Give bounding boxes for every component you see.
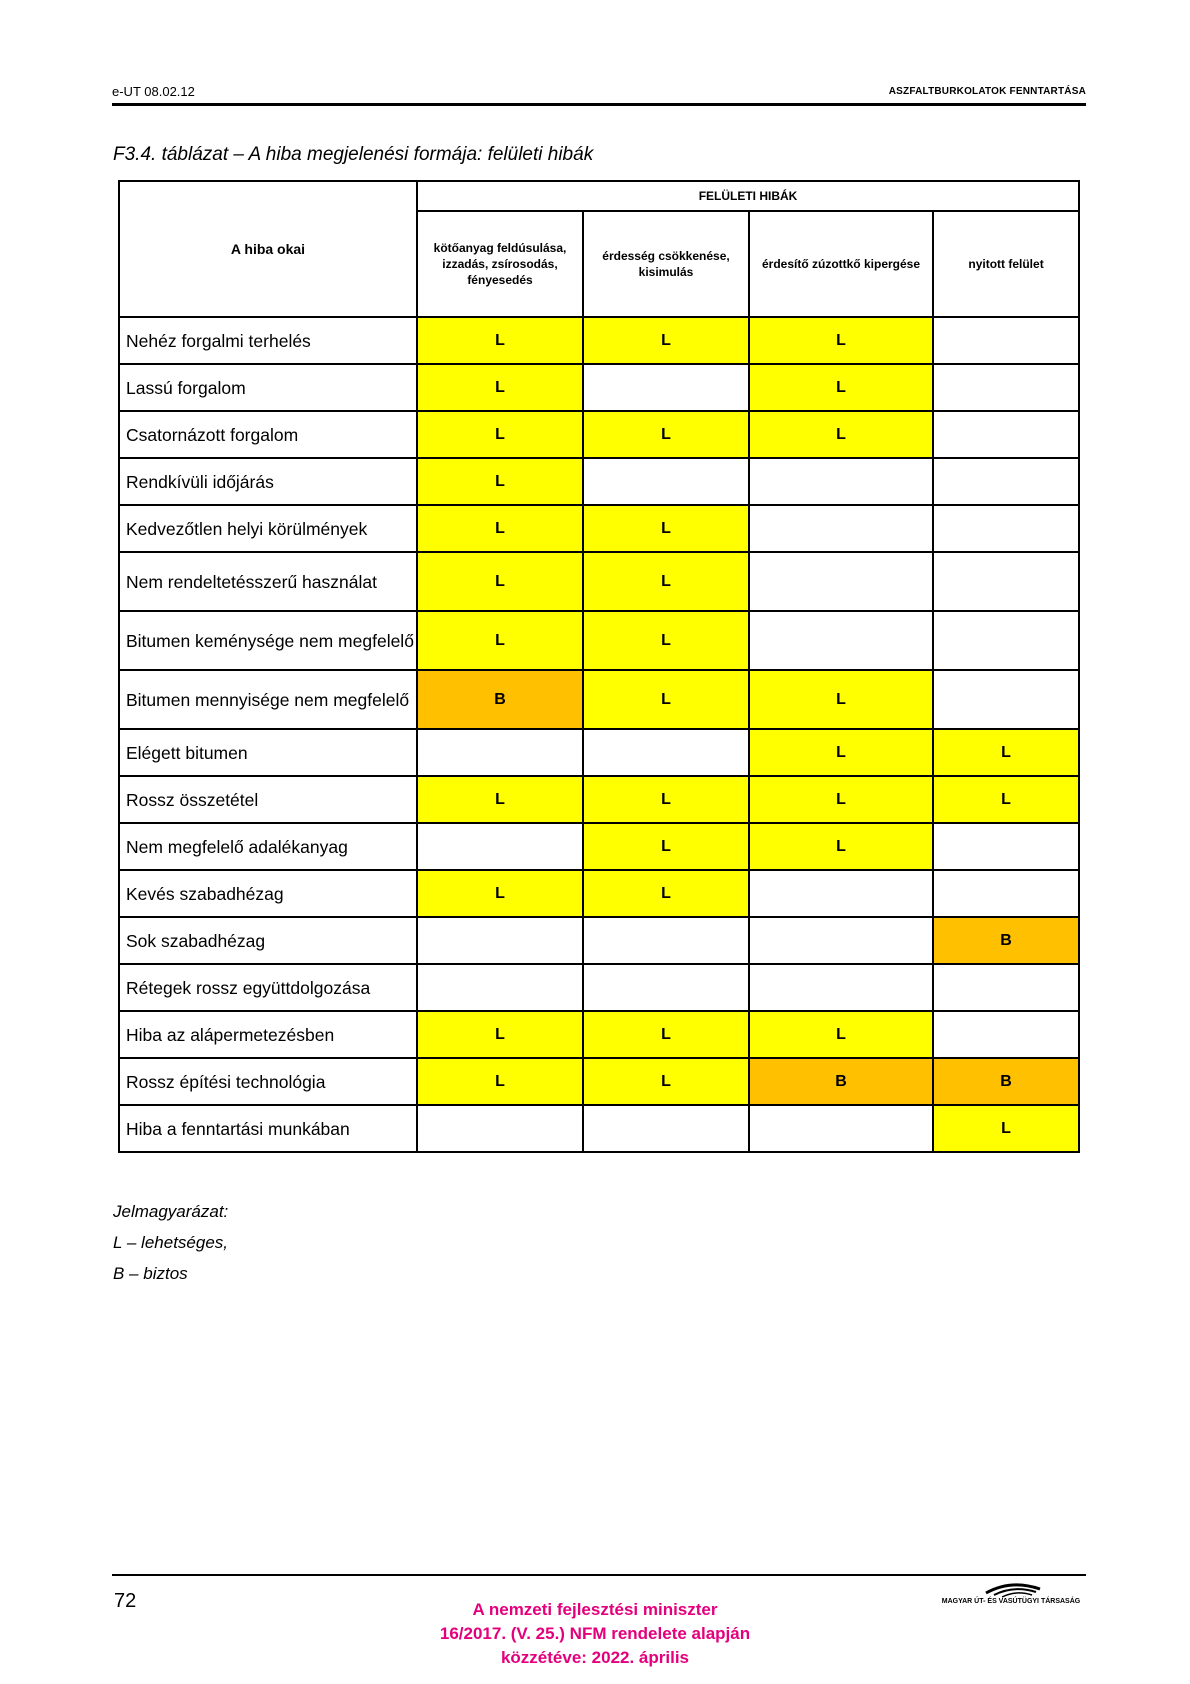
notice-line: közzétéve: 2022. április — [500, 1648, 690, 1667]
mark-cell: L — [417, 458, 583, 505]
table-row — [119, 552, 1079, 611]
mark-cell: L — [583, 870, 749, 917]
mark-cell — [583, 964, 749, 1011]
cause-cell: Nem megfelelő adalékanyag — [119, 823, 417, 870]
mark-cell — [749, 870, 933, 917]
mark-cell: L — [933, 776, 1079, 823]
mark-cell — [417, 964, 583, 1011]
mark-cell: L — [583, 1011, 749, 1058]
column-header: érdesítő zúzottkő kipergése — [749, 211, 933, 317]
mark-cell: L — [417, 505, 583, 552]
mark-cell — [933, 458, 1079, 505]
mark-cell: L — [583, 505, 749, 552]
mark-cell: L — [933, 729, 1079, 776]
cause-cell: Rendkívüli időjárás — [119, 458, 417, 505]
mark-cell — [749, 505, 933, 552]
cause-cell: Hiba a fenntartási munkában — [119, 1105, 417, 1152]
mark-cell — [583, 729, 749, 776]
mark-cell — [417, 917, 583, 964]
mark-cell: L — [749, 1011, 933, 1058]
table-row — [119, 411, 1079, 458]
mark-cell: L — [749, 729, 933, 776]
legend-title: Jelmagyarázat: — [113, 1202, 229, 1221]
group-header: FELÜLETI HIBÁK — [417, 181, 1079, 211]
header-rule — [112, 103, 1086, 106]
notice-line: A nemzeti fejlesztési miniszter — [472, 1600, 718, 1619]
mark-cell — [583, 458, 749, 505]
mark-cell — [417, 823, 583, 870]
mark-cell: L — [749, 317, 933, 364]
mark-cell — [417, 729, 583, 776]
mark-cell — [749, 917, 933, 964]
document-title: ASZFALTBURKOLATOK FENNTARTÁSA — [888, 86, 1086, 97]
cause-cell: Nem rendeltetésszerű használat — [119, 552, 417, 611]
logo-text: MAGYAR ÚT- ÉS VASÚTÜGYI TÁRSASÁG — [941, 1598, 1081, 1605]
publication-notice — [395, 1598, 795, 1670]
cause-cell: Rossz összetétel — [119, 776, 417, 823]
table-row — [119, 1105, 1079, 1152]
mark-cell: L — [417, 552, 583, 611]
mark-cell: L — [583, 670, 749, 729]
mark-cell: L — [583, 611, 749, 670]
mark-cell — [417, 1105, 583, 1152]
mark-cell — [749, 1105, 933, 1152]
legend-item: L – lehetséges, — [113, 1233, 228, 1252]
mark-cell — [583, 364, 749, 411]
mark-cell: B — [417, 670, 583, 729]
notice-line: 16/2017. (V. 25.) NFM rendelete alapján — [439, 1624, 751, 1643]
mark-cell — [583, 1105, 749, 1152]
column-header: kötőanyag feldúsulása, izzadás, zsírosodás, fényesedés — [417, 211, 583, 317]
mark-cell: L — [749, 364, 933, 411]
cause-cell: Sok szabadhézag — [119, 917, 417, 964]
cause-cell: Elégett bitumen — [119, 729, 417, 776]
mark-cell — [749, 964, 933, 1011]
table-row — [119, 823, 1079, 870]
mark-cell — [749, 611, 933, 670]
mark-cell: L — [749, 670, 933, 729]
cause-cell: Lassú forgalom — [119, 364, 417, 411]
mark-cell — [933, 670, 1079, 729]
legend — [113, 1196, 228, 1289]
mark-cell: L — [749, 411, 933, 458]
cause-cell: Rossz építési technológia — [119, 1058, 417, 1105]
mark-cell: L — [417, 776, 583, 823]
mark-cell — [933, 1011, 1079, 1058]
cause-cell: Bitumen keménysége nem megfelelő — [119, 611, 417, 670]
mark-cell: L — [417, 870, 583, 917]
table-row — [119, 870, 1079, 917]
cause-cell: Bitumen mennyisége nem megfelelő — [119, 670, 417, 729]
document-code: e-UT 08.02.12 — [112, 84, 195, 99]
mark-cell — [933, 364, 1079, 411]
page-number: 72 — [114, 1590, 137, 1612]
table-body — [119, 317, 1079, 1152]
mark-cell — [749, 458, 933, 505]
table-row — [119, 1058, 1079, 1105]
cause-cell: Kedvezőtlen helyi körülmények — [119, 505, 417, 552]
mark-cell — [933, 870, 1079, 917]
table-title: F3.4. táblázat – A hiba megjelenési formája: felületi hibák — [113, 144, 594, 165]
mark-cell — [933, 611, 1079, 670]
column-header: nyitott felület — [933, 211, 1079, 317]
mark-cell: B — [933, 917, 1079, 964]
table-row — [119, 364, 1079, 411]
table-row — [119, 505, 1079, 552]
table-row — [119, 729, 1079, 776]
mark-cell: L — [583, 552, 749, 611]
table-row — [119, 458, 1079, 505]
cause-cell: Hiba az alápermetezésben — [119, 1011, 417, 1058]
mark-cell: L — [417, 1058, 583, 1105]
mark-cell: B — [749, 1058, 933, 1105]
mark-cell — [933, 964, 1079, 1011]
mark-cell — [933, 552, 1079, 611]
table-row — [119, 917, 1079, 964]
mark-cell: L — [417, 411, 583, 458]
table-row — [119, 964, 1079, 1011]
mark-cell — [933, 505, 1079, 552]
table-row — [119, 1011, 1079, 1058]
cause-cell: Csatornázott forgalom — [119, 411, 417, 458]
mark-cell: L — [933, 1105, 1079, 1152]
mark-cell: L — [417, 364, 583, 411]
cause-cell: Nehéz forgalmi terhelés — [119, 317, 417, 364]
mark-cell — [933, 317, 1079, 364]
mark-cell: L — [417, 611, 583, 670]
mark-cell: L — [583, 1058, 749, 1105]
mark-cell — [749, 552, 933, 611]
mark-cell: L — [583, 317, 749, 364]
mark-cell: L — [749, 823, 933, 870]
society-logo-icon — [936, 1575, 1086, 1615]
legend-item: B – biztos — [113, 1264, 188, 1283]
mark-cell: B — [933, 1058, 1079, 1105]
cause-cell: Rétegek rossz együttdolgozása — [119, 964, 417, 1011]
mark-cell: L — [583, 823, 749, 870]
cause-cell: Kevés szabadhézag — [119, 870, 417, 917]
mark-cell: L — [417, 1011, 583, 1058]
mark-cell — [583, 917, 749, 964]
mark-cell: L — [583, 776, 749, 823]
surface-defects-table — [118, 180, 1080, 1153]
column-header: érdesség csökkenése, kisimulás — [583, 211, 749, 317]
mark-cell — [933, 823, 1079, 870]
table-row — [119, 611, 1079, 670]
mark-cell — [933, 411, 1079, 458]
mark-cell: L — [749, 776, 933, 823]
table-row — [119, 670, 1079, 729]
mark-cell: L — [417, 317, 583, 364]
table-row — [119, 317, 1079, 364]
table-row — [119, 776, 1079, 823]
mark-cell: L — [583, 411, 749, 458]
cause-column-header: A hiba okai — [119, 181, 417, 317]
